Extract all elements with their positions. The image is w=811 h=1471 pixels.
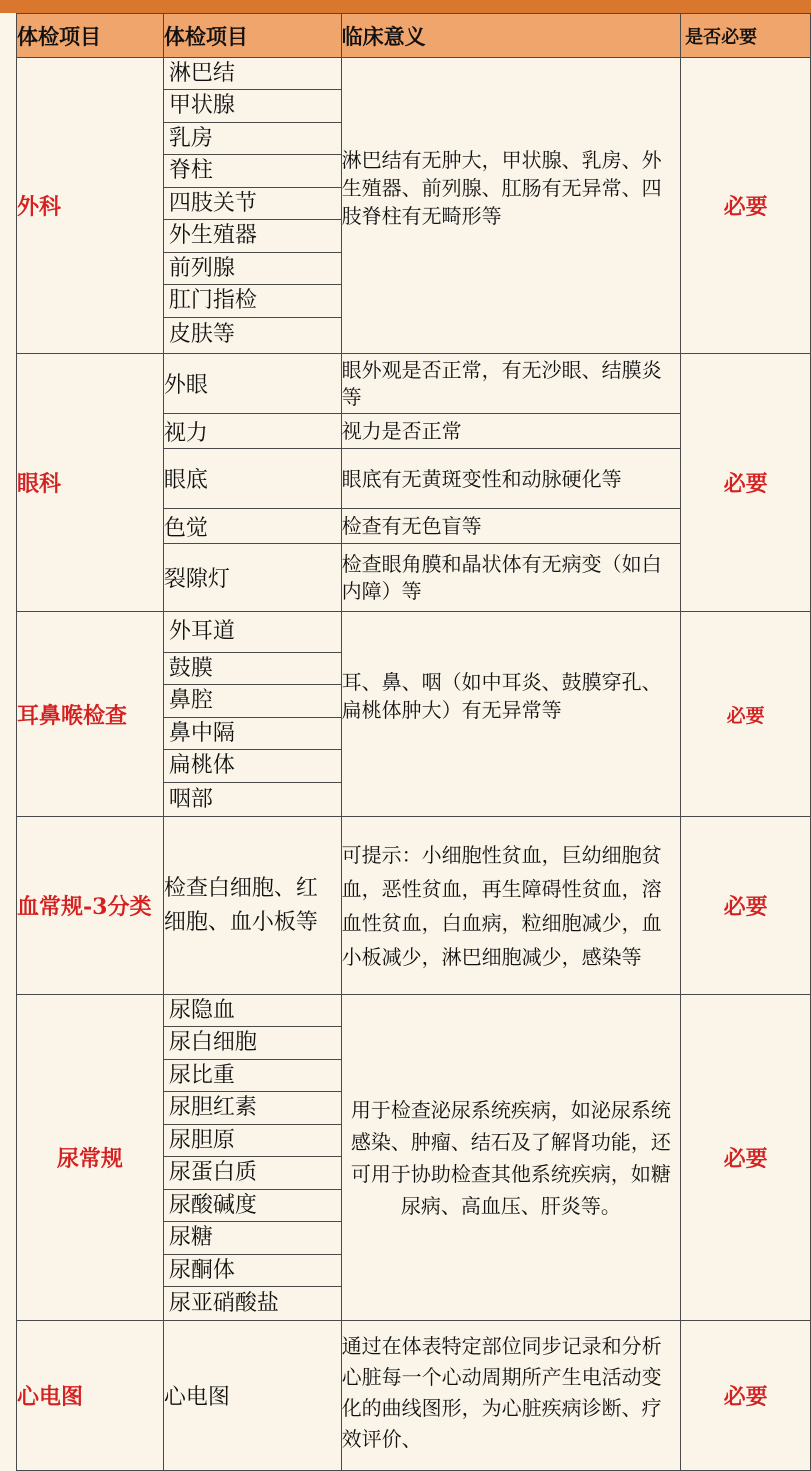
ent-item-list (164, 612, 341, 816)
section-ent (17, 612, 811, 817)
meaning-ecg: 通过在体表特定部位同步记录和分析心脏每一个心动周期所产生电活动变化的曲线图形，为心脏疾病诊断、疗效评价、 (341, 1321, 681, 1471)
meaning-blood: 可提示：小细胞性贫血，巨幼细胞贫血，恶性贫血，再生障碍性贫血，溶血性贫血，白血病，粒细胞减少，血小板减少，淋巴细胞减少，感染等 (341, 817, 681, 995)
list-item: 鼻中隔 (164, 718, 341, 750)
list-item: 尿酮体 (164, 1255, 341, 1287)
category-ecg: 心电图 (17, 1321, 164, 1471)
surgery-items (163, 58, 341, 354)
eye-item: 裂隙灯 (163, 544, 341, 612)
eye-meaning: 视力是否正常 (341, 414, 681, 449)
eye-item: 视力 (163, 414, 341, 449)
list-item: 尿隐血 (164, 995, 341, 1027)
ecg-item: 心电图 (163, 1321, 341, 1471)
category-urine: 尿常规 (17, 995, 164, 1321)
list-item: 尿胆红素 (164, 1092, 341, 1125)
list-item: 尿糖 (164, 1222, 341, 1255)
category-ent: 耳鼻喉检查 (17, 612, 164, 817)
list-item: 淋巴结 (164, 58, 341, 90)
category-surgery: 外科 (17, 58, 164, 354)
blood-item: 检查白细胞、红细胞、血小板等 (163, 817, 341, 995)
list-item: 肛门指检 (164, 285, 341, 318)
eye-meaning: 眼底有无黄斑变性和动脉硬化等 (341, 449, 681, 509)
required-surgery: 必要 (681, 58, 811, 354)
eye-meaning: 检查有无色盲等 (341, 509, 681, 544)
list-item: 皮肤等 (168, 322, 235, 347)
section-surgery (17, 58, 811, 354)
eye-meaning: 眼外观是否正常，有无沙眼、结膜炎等 (341, 354, 681, 414)
ent-items (163, 612, 341, 817)
top-accent-strip (0, 0, 811, 13)
list-item: 鼻腔 (164, 685, 341, 718)
section-ecg (17, 1321, 811, 1471)
eye-item: 色觉 (163, 509, 341, 544)
header-required: 是否必要 (681, 14, 811, 58)
urine-items (163, 995, 341, 1321)
section-blood (17, 817, 811, 995)
list-item: 外生殖器 (164, 220, 341, 253)
table-header-row (17, 14, 811, 58)
list-item: 四肢关节 (164, 188, 341, 220)
checkup-table (16, 13, 811, 1471)
list-item: 乳房 (164, 123, 341, 155)
eye-item: 眼底 (163, 449, 341, 509)
list-item: 甲状腺 (164, 90, 341, 123)
urine-item-list (164, 995, 341, 1320)
category-eye: 眼科 (17, 354, 164, 612)
category-blood: 血常规-3分类 (17, 817, 164, 995)
meaning-surgery: 淋巴结有无肿大，甲状腺、乳房、外生殖器、前列腺、肛肠有无异常、四肢脊柱有无畸形等 (341, 58, 681, 354)
list-item: 尿亚硝酸盐 (168, 1290, 279, 1316)
eye-meaning: 检查眼角膜和晶状体有无病变（如白内障）等 (341, 544, 681, 612)
header-category: 体检项目 (17, 14, 164, 58)
list-item: 尿酸碱度 (164, 1190, 341, 1222)
meaning-ent: 耳、鼻、咽（如中耳炎、鼓膜穿孔、扁桃体肿大）有无异常等 (341, 612, 681, 817)
list-item: 扁桃体 (164, 750, 341, 783)
section-urine (17, 995, 811, 1321)
required-blood: 必要 (681, 817, 811, 995)
list-item: 尿蛋白质 (164, 1157, 341, 1190)
list-item: 前列腺 (164, 253, 341, 285)
meaning-urine: 用于检查泌尿系统疾病，如泌尿系统感染、肿瘤、结石及了解肾功能，还可用于协助检查其他系统疾病，如糖尿病、高血压、肝炎等。 (341, 995, 681, 1321)
list-item: 脊柱 (164, 155, 341, 188)
list-item: 尿比重 (164, 1060, 341, 1092)
eye-item: 外眼 (163, 354, 341, 414)
required-ent: 必要 (681, 612, 811, 817)
surgery-item-list (164, 58, 341, 352)
list-item: 鼓膜 (164, 653, 341, 685)
list-item: 尿白细胞 (164, 1027, 341, 1060)
required-urine: 必要 (681, 995, 811, 1321)
required-ecg: 必要 (681, 1321, 811, 1471)
list-item: 咽部 (168, 786, 213, 812)
header-item: 体检项目 (163, 14, 341, 58)
section-eye-row (17, 354, 811, 414)
header-meaning: 临床意义 (341, 14, 681, 58)
list-item: 尿胆原 (164, 1125, 341, 1157)
required-eye: 必要 (681, 354, 811, 612)
list-item: 外耳道 (164, 612, 341, 653)
